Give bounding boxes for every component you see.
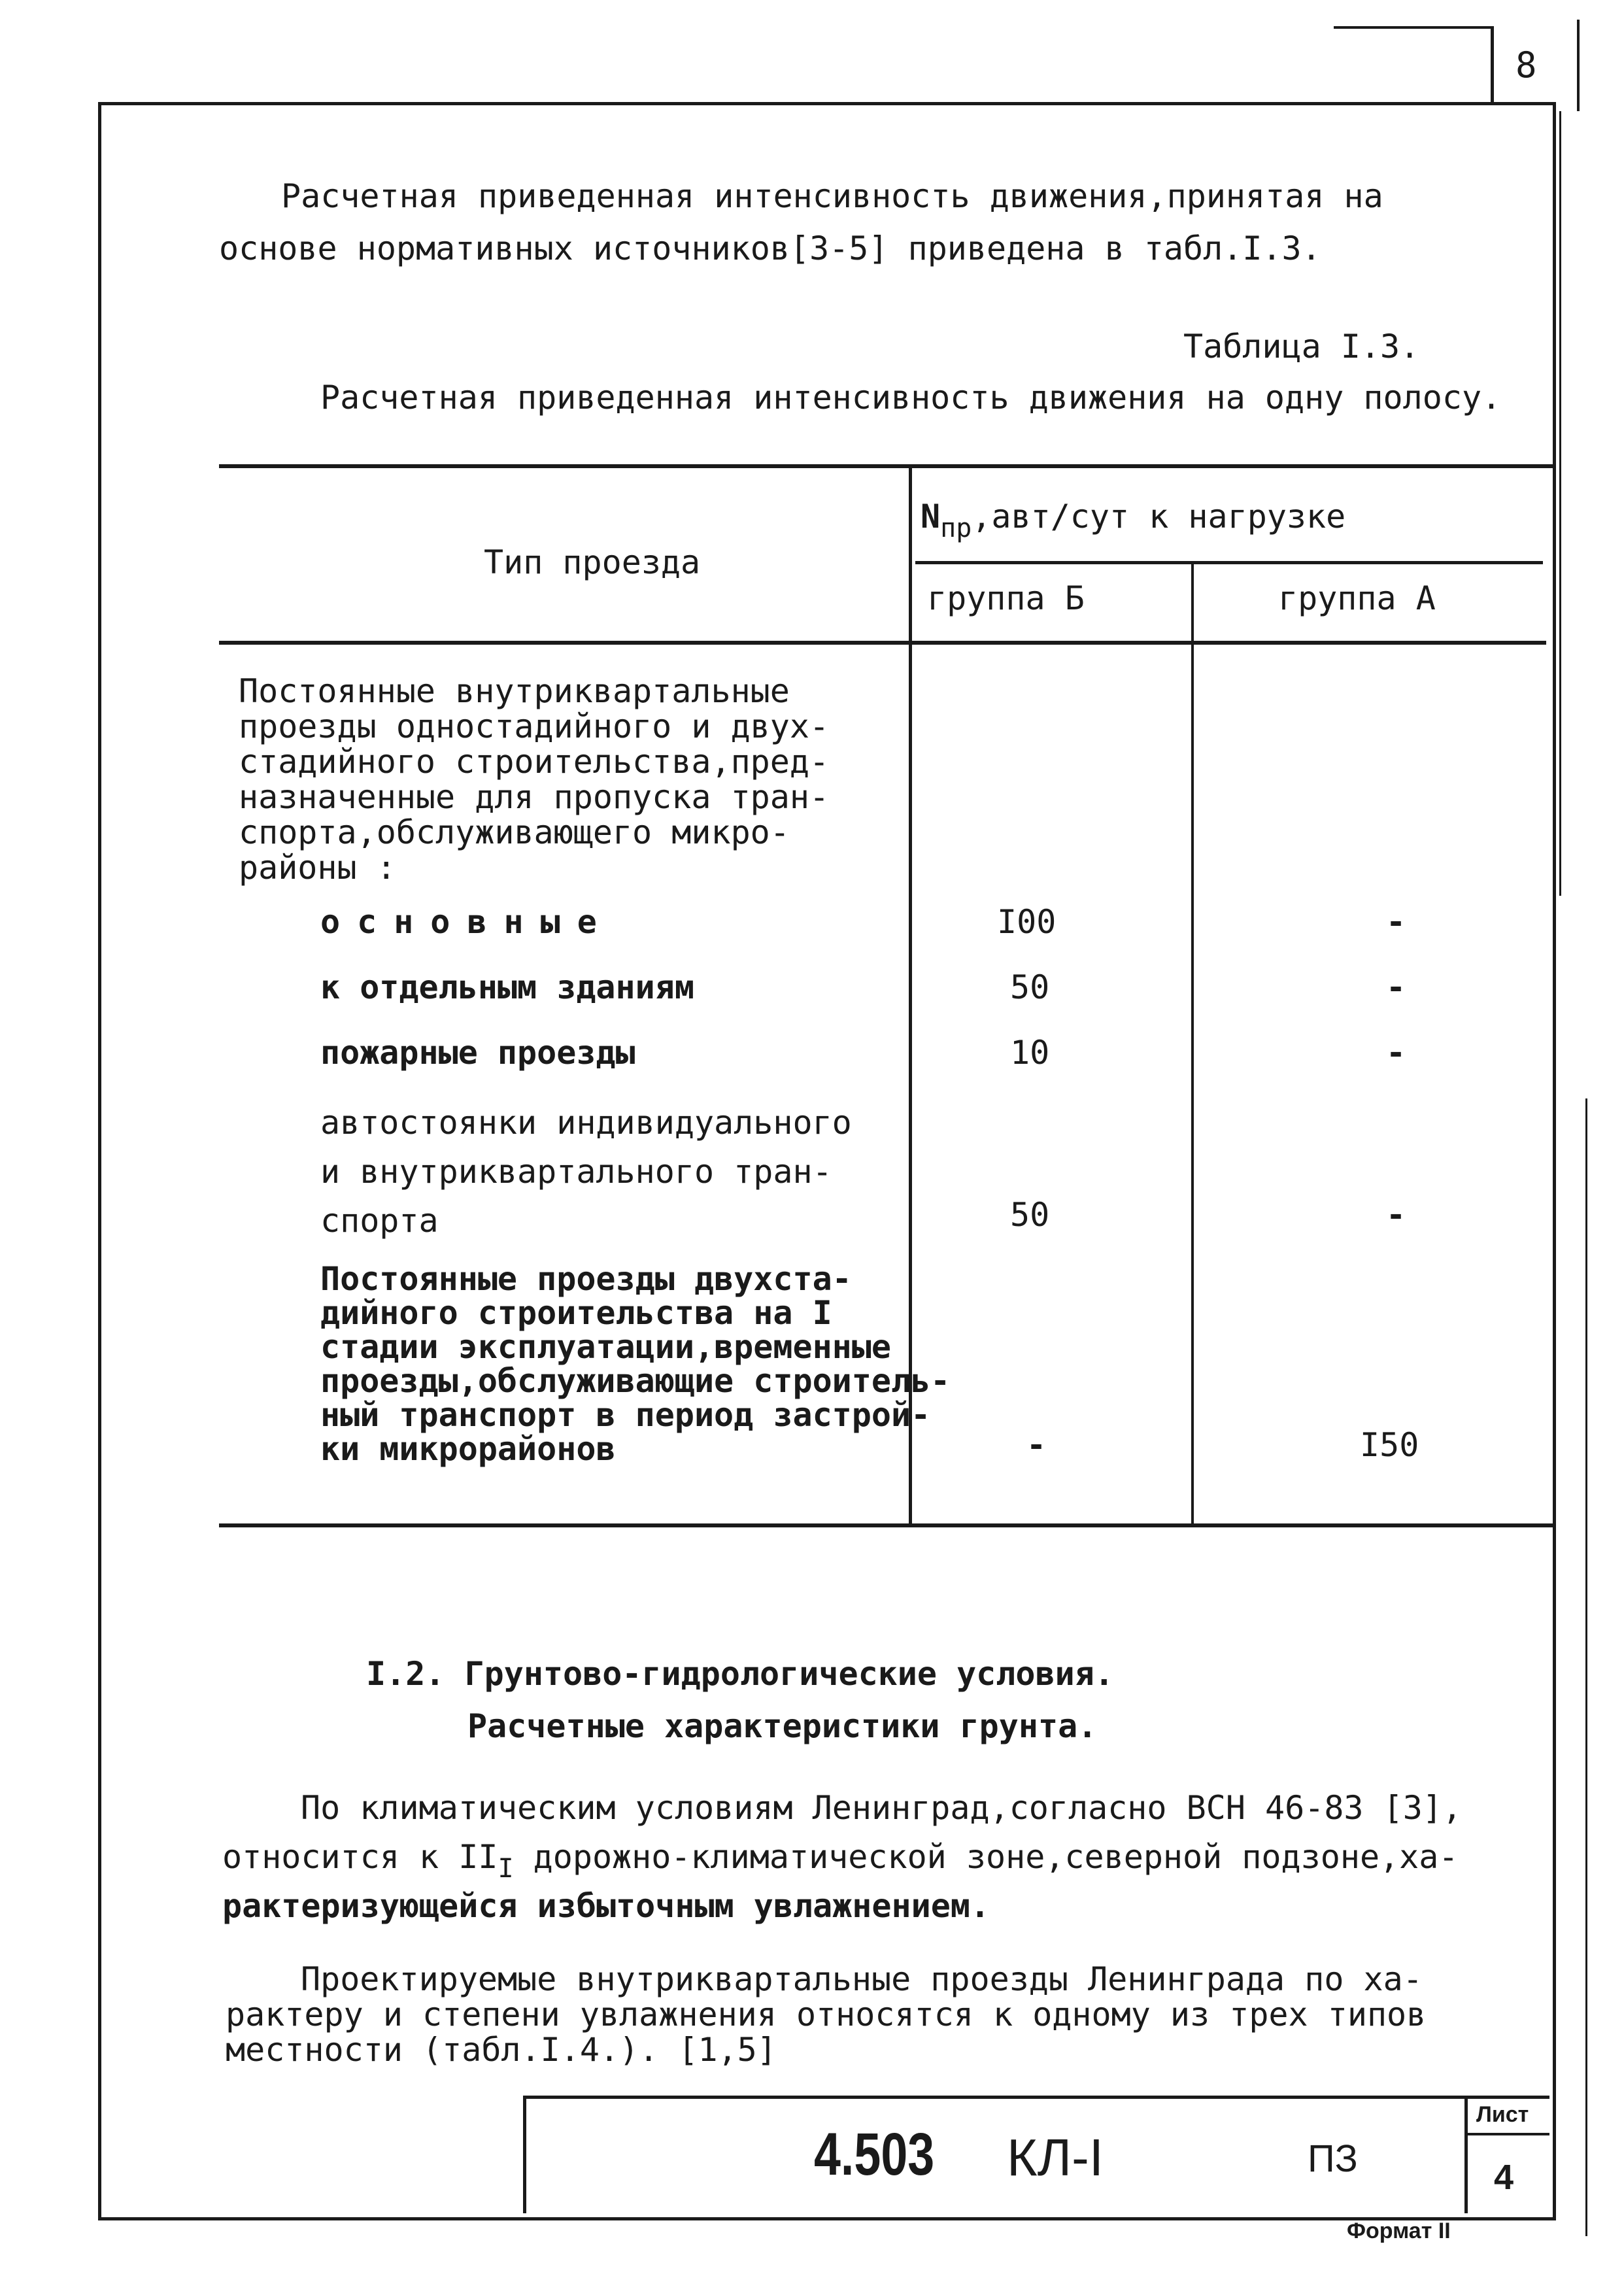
parking-line: и внутриквартального тран- (320, 1153, 832, 1191)
stamp-top-rule (523, 2096, 1549, 2099)
section1-line: Постоянные внутриквартальные (239, 672, 790, 710)
table-label: Таблица I.3. (1183, 328, 1420, 366)
section2-value-b: - (1026, 1426, 1047, 1464)
section-heading-line-2: Расчетные характеристики грунта. (467, 1707, 1098, 1745)
row-value-b: I00 (997, 903, 1057, 941)
frame-right-edge-lower (1585, 1098, 1587, 2236)
para1-line-2-sub: I (498, 1854, 514, 1884)
section1-line: районы : (239, 849, 396, 887)
parking-line: автостоянки индивидуального (320, 1104, 852, 1142)
section2-line: ки микрорайонов (320, 1430, 616, 1468)
row-value-a: - (1386, 1034, 1406, 1072)
top-rule (1334, 26, 1491, 29)
row-value-b: 10 (1010, 1034, 1050, 1072)
section2-line: Постоянные проезды двухста- (320, 1260, 852, 1298)
para1-line-2 (222, 1837, 1458, 1888)
table-header-bottom-rule (219, 641, 1546, 645)
para1-line-3: рактеризующейся избыточным увлажнением. (222, 1887, 990, 1925)
header-n-subscript: пр (940, 513, 972, 543)
header-n-symbol: N (921, 498, 941, 536)
table-subheader-rule (915, 561, 1543, 564)
row-label: пожарные проезды (320, 1034, 635, 1072)
para2-line-2: рактеру и степени увлажнения относятся к одному из трех типов (226, 1996, 1427, 2033)
format-label: Формат II (1347, 2218, 1451, 2243)
stamp-left-rule (523, 2096, 526, 2213)
para1-line-2-post: дорожно-климатической зоне,северной подзоне,ха- (513, 1838, 1459, 1876)
top-box-left (1491, 26, 1494, 105)
frame-right-edge (1559, 111, 1561, 896)
header-n (921, 497, 1345, 548)
section2-line: дийного строительства на I (320, 1294, 832, 1332)
section2-line: стадии эксплуатации,временные (320, 1328, 891, 1366)
header-group-a: группа А (1278, 579, 1436, 617)
section1-line: назначенные для пропуска тран- (239, 778, 830, 816)
top-box-right (1577, 20, 1580, 111)
para1-line-1: По климатическим условиям Ленинград,согласно ВСН 46-83 [3], (301, 1789, 1463, 1827)
stamp-doc-code: 4.503 (814, 2121, 935, 2188)
parking-line: спорта (320, 1202, 439, 1240)
parking-value-b: 50 (1010, 1196, 1050, 1234)
header-group-b: группа Б (927, 579, 1085, 617)
para2-line-1: Проектируемые внутриквартальные проезды Ленинграда по ха- (301, 1960, 1423, 1998)
row-value-b: 50 (1010, 968, 1050, 1006)
intro-line-1: Расчетная приведенная интенсивность движения,принятая на (281, 177, 1383, 215)
stamp-series: КЛ-I (1007, 2128, 1104, 2186)
table-col-divider-2 (1191, 562, 1194, 1527)
top-page-number: 8 (1515, 44, 1537, 86)
stamp-part: ПЗ (1308, 2137, 1358, 2180)
section2-text (320, 1262, 950, 1466)
header-n-rest: ,авт/сут к нагрузке (972, 498, 1346, 536)
section2-value-a: I50 (1360, 1426, 1419, 1464)
section1-line: проезды одностадийного и двух- (239, 707, 830, 745)
row-label: основные (320, 903, 614, 941)
table-top-rule (219, 464, 1556, 468)
para1-line-2-pre: относится к II (222, 1838, 498, 1876)
row-value-a: - (1386, 968, 1406, 1006)
table-bottom-rule (219, 1523, 1556, 1527)
para2-line-3: местности (табл.I.4.). [1,5] (226, 2031, 777, 2069)
parking-value-a: - (1386, 1196, 1406, 1234)
row-label: к отдельным зданиям (320, 968, 694, 1006)
intro-line-2: основе нормативных источников[3-5] приведена в табл.I.3. (219, 230, 1321, 267)
section1-line: спорта,обслуживающего микро- (239, 813, 790, 851)
stamp-sheet-number: 4 (1494, 2158, 1514, 2197)
row-value-a: - (1386, 903, 1406, 941)
stamp-sheet-rule (1464, 2133, 1549, 2135)
stamp-sheet-label: Лист (1476, 2102, 1529, 2127)
table-title: Расчетная приведенная интенсивность движения на одну полосу. (320, 379, 1502, 416)
section2-line: ный транспорт в период застрой- (320, 1396, 931, 1434)
section1-text (239, 673, 829, 885)
parking-text (320, 1098, 852, 1246)
section1-line: стадийного строительства,пред- (239, 743, 830, 781)
section2-line: проезды,обслуживающие строитель- (320, 1362, 951, 1400)
stamp-sheet-divider (1464, 2096, 1468, 2213)
header-type: Тип проезда (484, 543, 701, 581)
section-heading-line-1: I.2. Грунтово-гидрологические условия. (366, 1655, 1114, 1693)
